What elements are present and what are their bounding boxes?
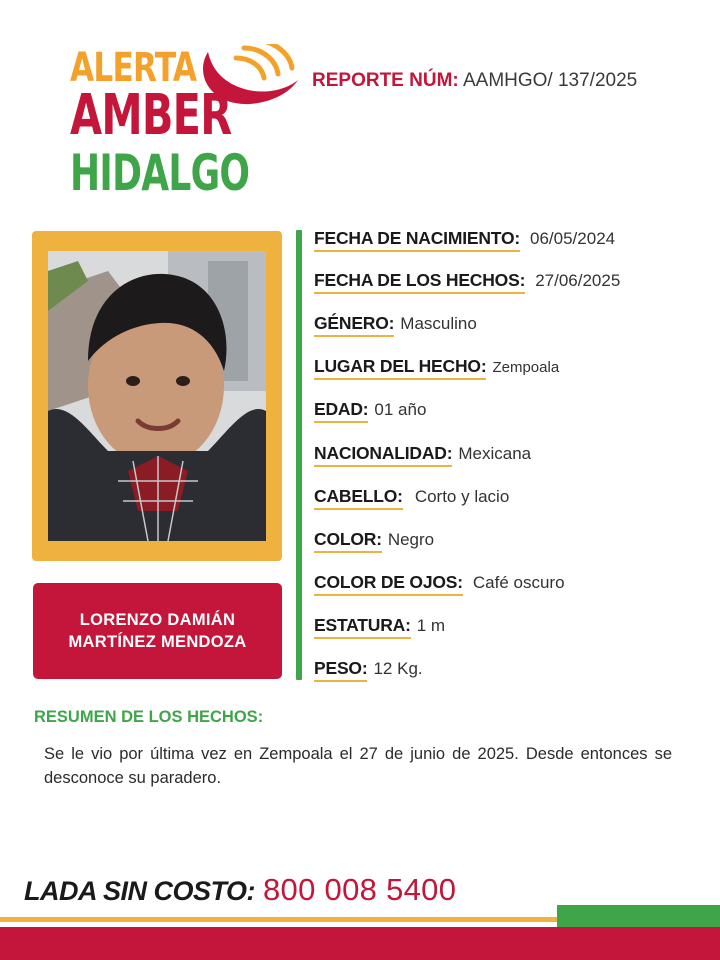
field-value: 1 m <box>416 616 446 635</box>
missing-child-photo <box>48 251 266 541</box>
child-name-line2: MARTÍNEZ MENDOZA <box>68 633 247 651</box>
field-label: EDAD: <box>314 399 368 423</box>
field-value: Negro <box>387 530 435 549</box>
field-gender <box>314 313 477 337</box>
field-label: CABELLO: <box>314 486 403 510</box>
report-number-label: REPORTE NÚM: <box>312 70 459 91</box>
child-name-box <box>33 583 282 679</box>
summary-text: Se le vio por última vez en Zempoala el 27 de junio de 2025. Desde entonces se desconoce su paradero. <box>44 745 672 787</box>
field-label: FECHA DE LOS HECHOS: <box>314 270 525 294</box>
child-name-line1: LORENZO DAMIÁN <box>79 611 236 629</box>
field-incident-date <box>314 270 620 294</box>
field-label: COLOR: <box>314 529 382 553</box>
field-value: Masculino <box>400 314 477 333</box>
field-label: LUGAR DEL HECHO: <box>314 356 486 380</box>
report-number-value: AAMHGO/ 137/2025 <box>462 70 638 91</box>
field-weight <box>314 658 423 682</box>
field-label: ESTATURA: <box>314 615 411 639</box>
logo-line-alerta: ALERTA <box>70 45 197 91</box>
summary-title: RESUMEN DE LOS HECHOS: <box>34 708 264 726</box>
field-value: Mexicana <box>458 444 532 463</box>
field-value: 12 Kg. <box>373 659 423 678</box>
hotline-label: LADA SIN COSTO: <box>24 876 256 906</box>
field-nationality <box>314 443 531 467</box>
hotline <box>24 872 456 908</box>
green-divider <box>296 230 302 680</box>
field-label: FECHA DE NACIMIENTO: <box>314 228 520 252</box>
field-value: 01 año <box>374 400 427 419</box>
logo-line-amber: AMBER <box>70 83 232 148</box>
field-label: COLOR DE OJOS: <box>314 572 463 596</box>
field-value: Zempoala <box>492 359 560 376</box>
report-number <box>312 70 637 92</box>
field-height <box>314 615 445 639</box>
field-value: 27/06/2025 <box>535 271 621 290</box>
alerta-amber-logo <box>64 44 254 204</box>
logo-line-hidalgo: HIDALGO <box>70 144 250 202</box>
field-label: PESO: <box>314 658 367 682</box>
photo-frame <box>32 231 282 561</box>
field-hair-color <box>314 529 434 553</box>
field-birth-date <box>314 228 615 252</box>
hotline-number[interactable]: 800 008 5400 <box>263 872 457 907</box>
field-value: Corto y lacio <box>414 487 510 506</box>
field-location <box>314 356 559 380</box>
field-value: 06/05/2024 <box>530 229 616 248</box>
footer-green-block <box>557 905 720 927</box>
field-hair <box>314 486 509 510</box>
footer-red-band <box>0 927 720 960</box>
field-age <box>314 399 426 423</box>
field-value: Café oscuro <box>472 573 565 592</box>
field-eye-color <box>314 572 565 596</box>
field-label: GÉNERO: <box>314 313 394 337</box>
field-label: NACIONALIDAD: <box>314 443 452 467</box>
